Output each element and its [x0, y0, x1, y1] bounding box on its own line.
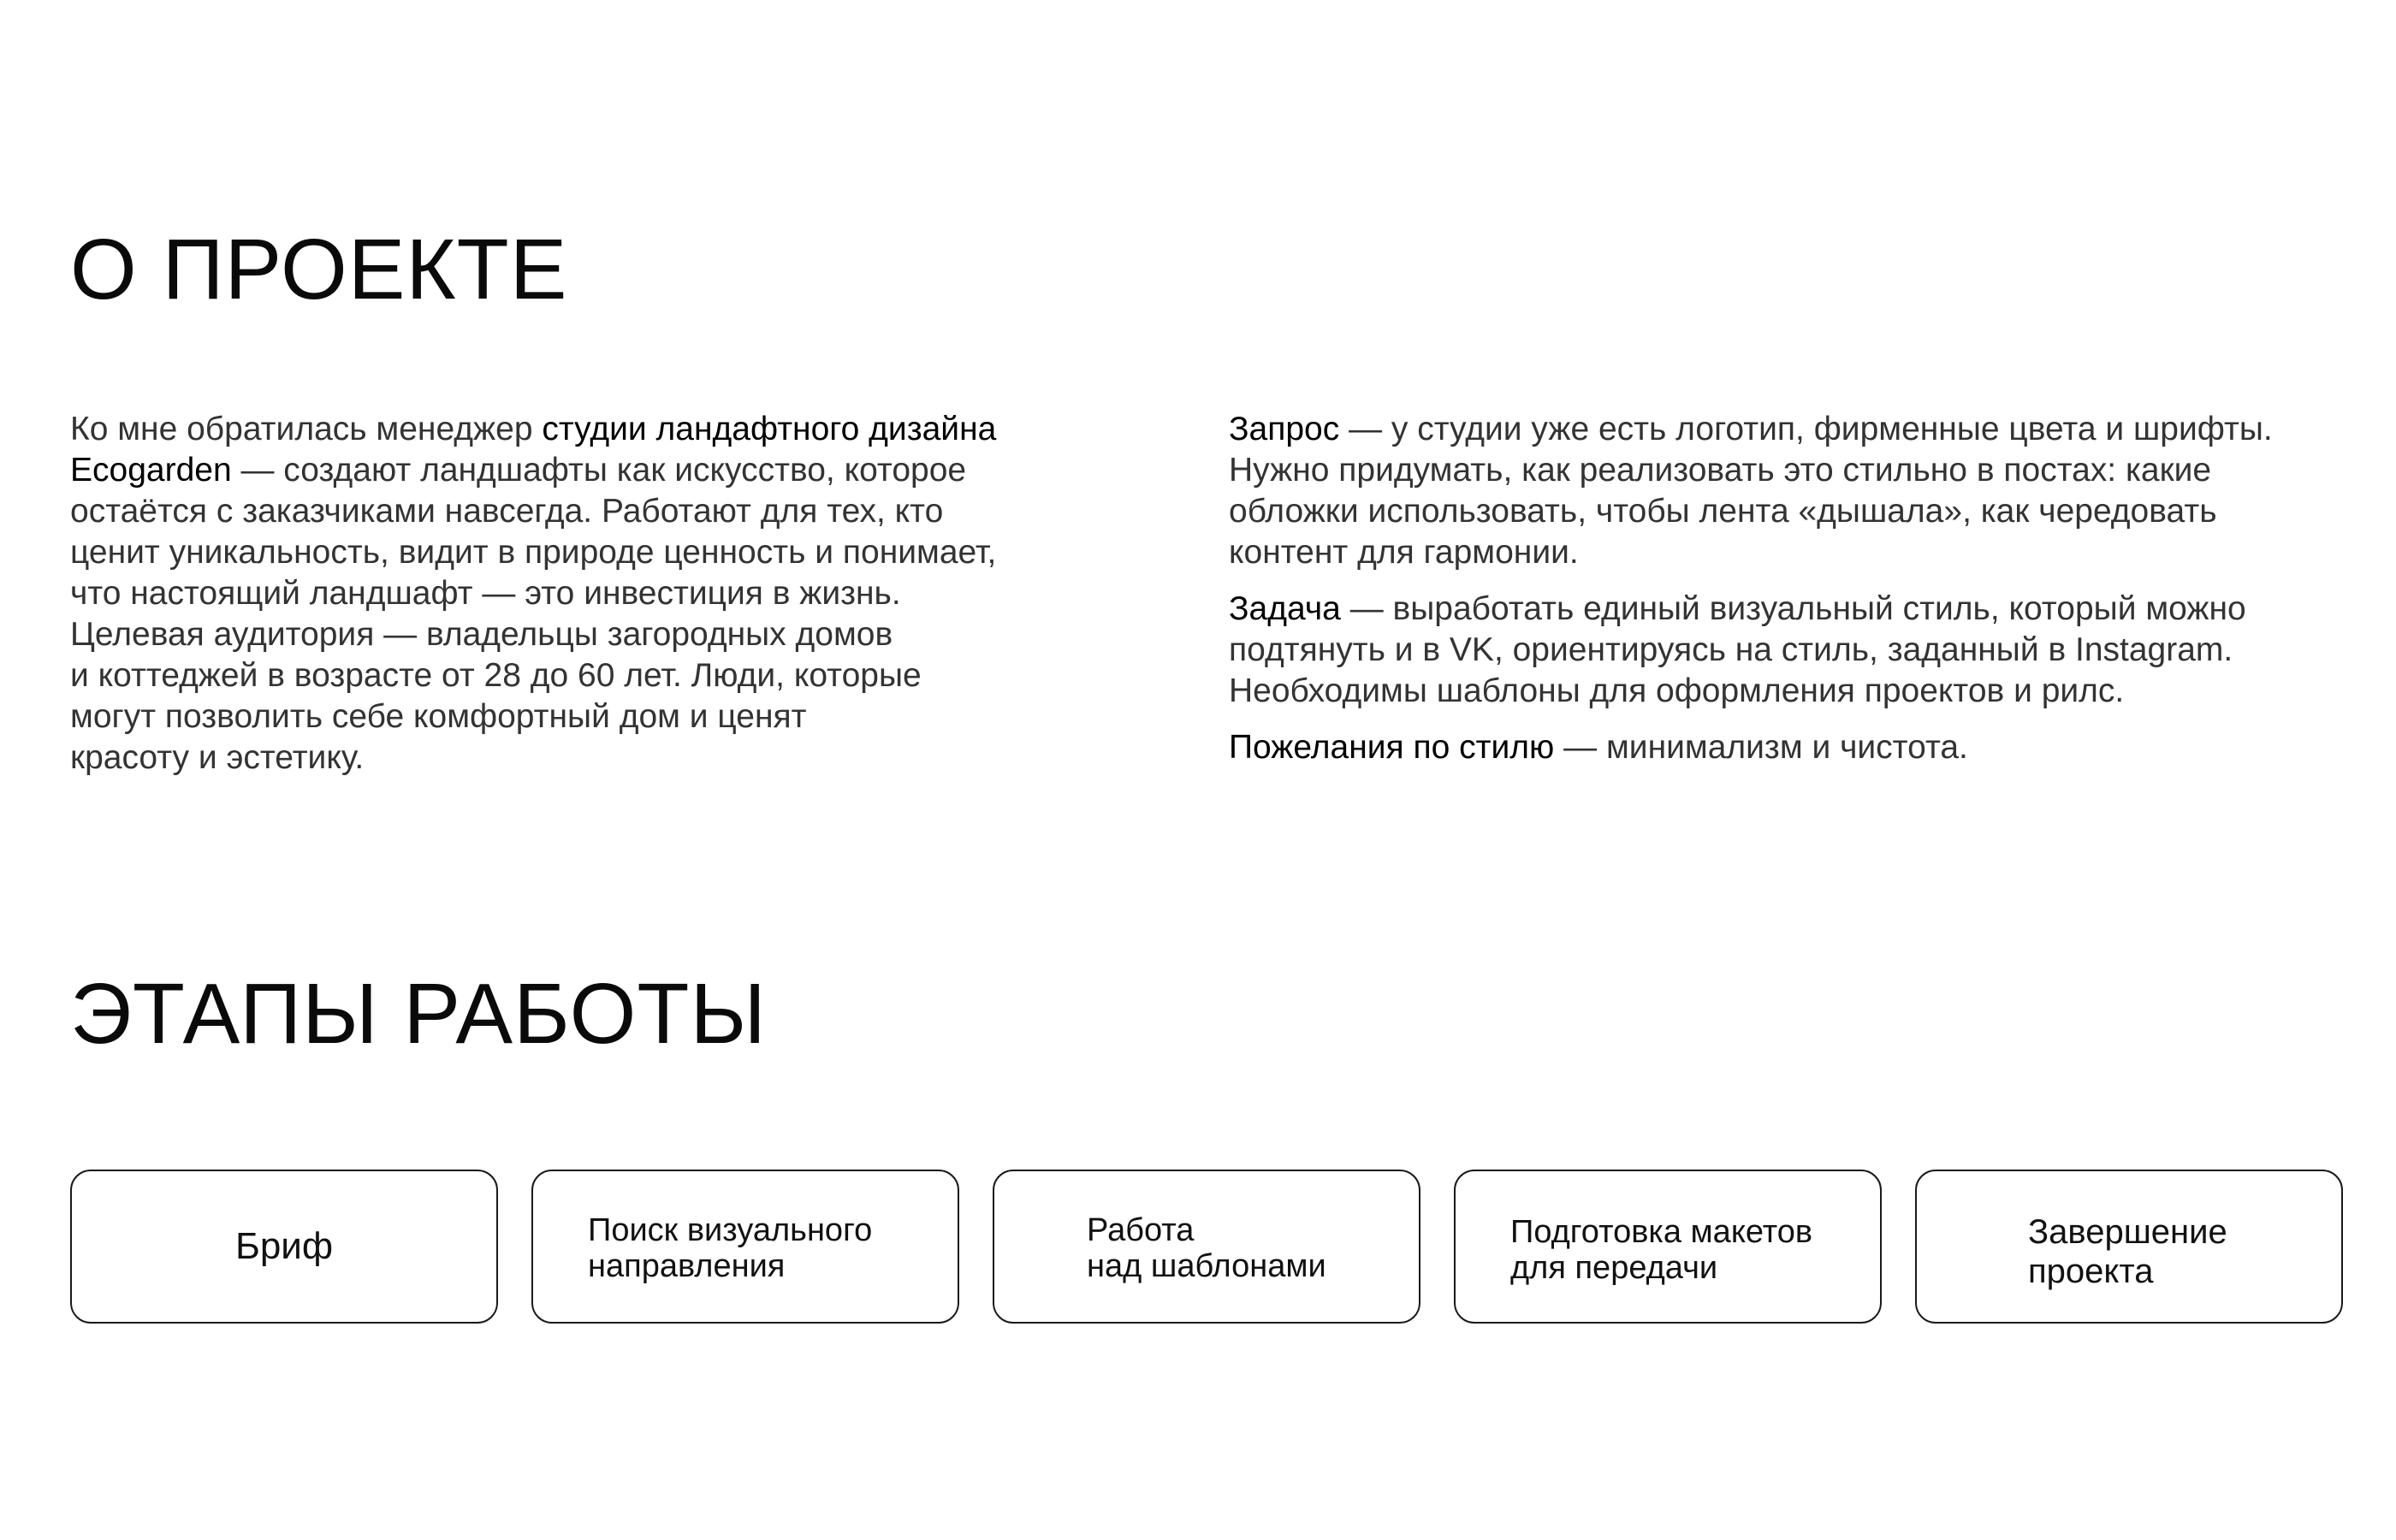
stage-label: Бриф — [234, 1225, 334, 1267]
request-term: Запрос — [1229, 411, 1340, 447]
stages-list — [70, 1170, 2345, 1324]
request-line: контент для гармонии. — [1229, 534, 1579, 571]
studio-highlight: студии ландафтного дизайна — [542, 411, 997, 447]
task-paragraph: Задача — выработать единый визуальный стиль, который можно подтянуть и в VK, ориентируясь на стиль, заданный в Instagram. Необходимы шаблоны для оформления проектов и рилс. — [1229, 589, 2358, 712]
stage-card-handoff[interactable] — [1454, 1170, 1882, 1324]
stage-card-visual-direction[interactable] — [531, 1170, 959, 1324]
task-term: Задача — [1229, 590, 1341, 627]
about-line: Ко мне обратилась менеджер студии ландафтного дизайна — [70, 411, 997, 447]
task-line: Необходимы шаблоны для оформления проектов и рилс. — [1229, 672, 2125, 709]
request-paragraph: Запрос — у студии уже есть логотип, фирменные цвета и шрифты. Нужно придумать, как реализовать это стильно в постах: какие обложки использовать, чтобы лента «дышала», как чередовать контент для гармонии. — [1229, 409, 2358, 573]
stage-card-completion[interactable] — [1915, 1170, 2343, 1324]
stage-label: Подготовка макетов для передачи — [1510, 1214, 1813, 1286]
about-line: и коттеджей в возрасте от 28 до 60 лет. Люди, которые — [70, 657, 922, 694]
request-line: обложки использовать, чтобы лента «дышала», как чередовать — [1229, 493, 2217, 530]
about-line: что настоящий ландшафт — это инвестиция в жизнь. — [70, 575, 901, 612]
about-line: Целевая аудитория — владельцы загородных домов — [70, 616, 893, 653]
about-paragraph — [70, 409, 1148, 779]
stage-card-brief[interactable] — [70, 1170, 498, 1324]
task-line: подтянуть и в VK, ориентируясь на стиль, заданный в Instagram. — [1229, 631, 2233, 668]
about-title: О ПРОЕКТЕ — [70, 222, 568, 317]
about-line: могут позволить себе комфортный дом и ценят — [70, 698, 807, 735]
stage-card-templates[interactable] — [993, 1170, 1420, 1324]
about-description — [70, 409, 1148, 779]
stage-label: Завершение проекта — [2028, 1213, 2227, 1290]
about-line: красоту и эстетику. — [70, 739, 365, 776]
stage-label: Поиск визуального направления — [588, 1212, 873, 1284]
style-wishes-paragraph: Пожелания по стилю — минимализм и чистота. — [1229, 729, 1968, 766]
request-line: Нужно придумать, как реализовать это стильно в постах: какие — [1229, 452, 2212, 489]
about-line: Ecogarden — создают ландшафты как искусство, которое — [70, 452, 967, 489]
about-line: остаётся с заказчиками навсегда. Работают для тех, кто — [70, 493, 944, 530]
brand-name: Ecogarden — [70, 452, 232, 489]
style-wishes-term: Пожелания по стилю — [1229, 729, 1555, 766]
stages-title: ЭТАПЫ РАБОТЫ — [70, 966, 768, 1062]
project-details — [1229, 409, 2358, 784]
about-line: ценит уникальность, видит в природе ценность и понимает, — [70, 534, 997, 571]
stage-label: Работа над шаблонами — [1087, 1212, 1326, 1284]
